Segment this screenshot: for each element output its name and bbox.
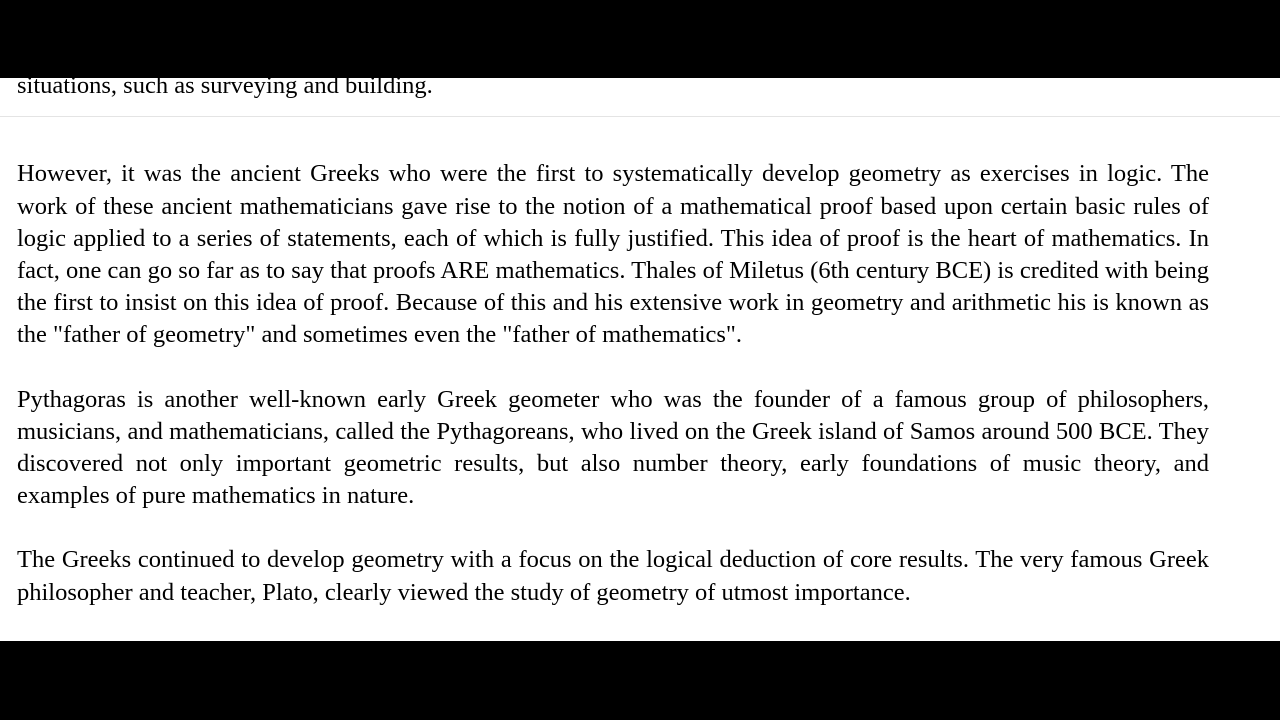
- previous-paragraph-fragment: [0, 38, 1280, 117]
- fragment-tail: situations, such as surveying and building.: [17, 72, 433, 100]
- paragraph-plato: The Greeks continued to develop geometry with a focus on the logical deduction of core results. The very famous Greek philosopher and teacher, Plato, clearly viewed the study of geometry of utmost importance.: [17, 546, 1209, 606]
- fragment-line: geometry, and they were skilled at applying geometric methods to practical real-world problem: [17, 40, 950, 67]
- document-viewport[interactable]: [0, 40, 1280, 641]
- document-body: [17, 38, 1209, 609]
- paragraph-thales: However, it was the ancient Greeks who were the first to systematically develop geometry as exercises in logic. The work of these ancient mathematicians gave rise to the notion of a mathematical proof based upon certain basic rules of logic applied to a series of statements, each of which is fully justified. This idea of proof is the heart of mathematics. In fact, one can go so far as to say that proofs ARE mathematics. Thales of Miletus (6th century BCE) is credited with being the first to insist on this idea of proof. Because of this and his extensive work in geometry and arithmetic his is known as the "father of geometry" and sometimes even the "father of mathematics".: [17, 160, 1209, 349]
- letterbox-bottom: [0, 641, 1280, 720]
- paragraph-pythagoras: Pythagoras is another well-known early Greek geometer who was the founder of a famous group of philosophers, musicians, and mathematicians, called the Pythagoreans, who lived on the Greek island of Samos around 500 BCE. They discovered not only important geometric results, but also number theory, early foundations of music theory, and examples of pure mathematics in nature.: [17, 385, 1209, 510]
